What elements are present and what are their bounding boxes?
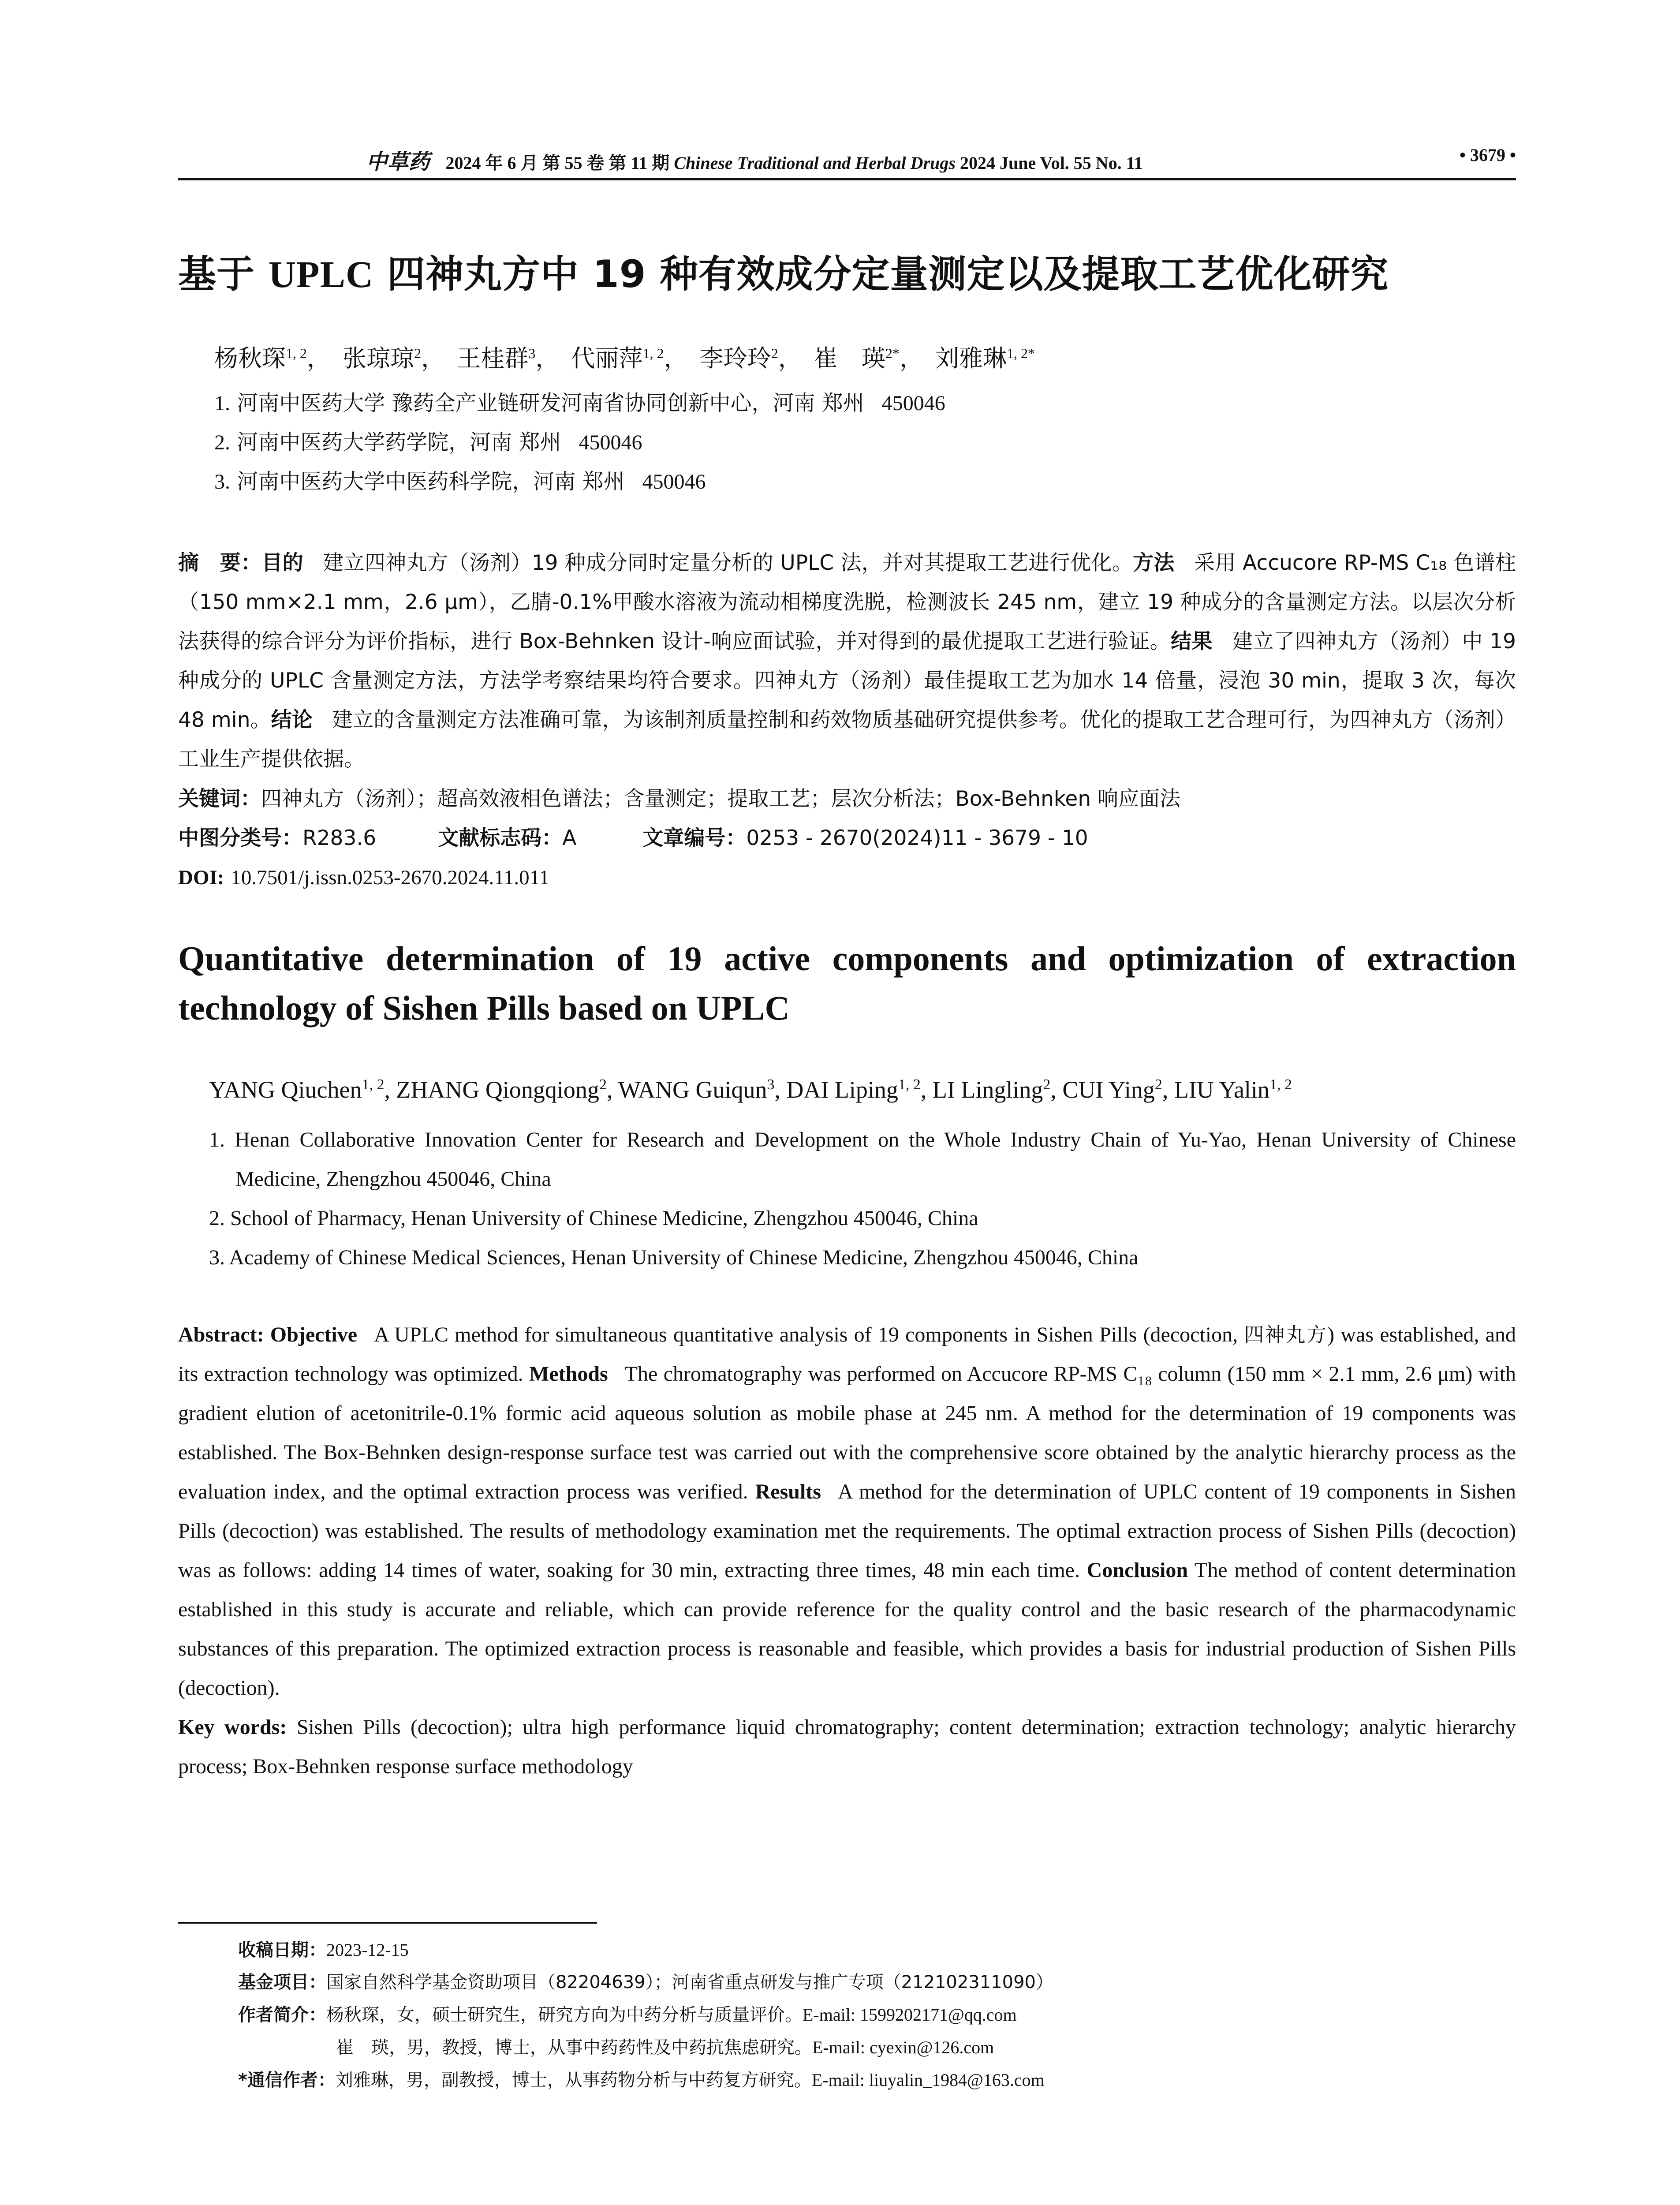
author: 崔 瑛$^{2*}$， (814, 344, 923, 372)
keywords-line: Key words: Sishen Pills (decoction); ultra high performance liquid chromatography; content determination; extraction technology; analytic hierarchy process; Box-Behnken response surface methodology (178, 1715, 1516, 1778)
abstract-label: 摘 要： (178, 551, 262, 575)
doi-link[interactable]: 10.7501/j.issn.0253-2670.2024.11.011 (231, 866, 549, 889)
conclusion-text: The method of content determination established in this study is accurate and reliable, which can provide reference for the quality control and the basic research of the pharmacodynamic substances of this preparation. The optimized extraction process is reasonable and feasible, which provides a basis for industrial production of Sishen Pills (decoction). (178, 1558, 1516, 1700)
author: 刘雅琳$^{1, 2*}$ (935, 344, 1035, 372)
objective-cjk: 四神丸方 (1244, 1323, 1328, 1346)
author: 代丽萍$^{1, 2}$， (571, 344, 688, 372)
english-affiliations (209, 1120, 1516, 1277)
title-part: 基于 (178, 252, 269, 296)
author-bio: 崔 瑛，男，教授，博士，从事中药药性及中药抗焦虑研究。E-mail: cyexin@126.com (336, 2037, 994, 2058)
objective-label: Abstract: Objective (178, 1323, 358, 1346)
results-label: Results (755, 1480, 821, 1503)
received-date: 收稿日期：2023-12-15 (238, 1940, 409, 1960)
author: WANG Guiqun$^3$, (618, 1076, 787, 1103)
results-label: 结果 (1171, 629, 1213, 654)
funding: 基金项目：国家自然科学基金资助项目（82204639）；河南省重点研发与推广专项（212102311090） (238, 1972, 1053, 1992)
issue-en: 2024 June Vol. 55 No. 11 (959, 153, 1143, 173)
page-number: • 3679 • (1459, 145, 1516, 165)
title-part-latin: UPLC (268, 253, 374, 295)
author: 王桂群$^3$， (457, 344, 560, 372)
footnotes (238, 1934, 1053, 2097)
results-text: 建立了四神丸方（汤剂）中 19 种成分的 UPLC 含量测定方法，方法学考察结果均符合要求。四神丸方（汤剂）最佳提取工艺为加水 14 倍量，浸泡 30 min，提取 3 次，每次 48 min。 (178, 629, 1516, 732)
author: 李玲玲$^2$， (699, 344, 802, 372)
methods-label: 方法 (1133, 551, 1175, 575)
chinese-meta (178, 779, 1180, 897)
header-journal-line (178, 145, 1331, 175)
affiliation: 1. 河南中医药大学 豫药全产业链研发河南省协同创新中心，河南 郑州 450046 (214, 391, 945, 415)
affiliation: 3. 河南中医药大学中医药科学院，河南 郑州 450046 (214, 469, 706, 494)
affiliation: 2. 河南中医药大学药学院，河南 郑州 450046 (214, 430, 642, 455)
author: LI Lingling$^2$, (932, 1076, 1063, 1103)
conclusion-label: Conclusion (1086, 1558, 1188, 1582)
chinese-abstract (178, 543, 1516, 779)
footnote-divider (178, 1922, 597, 1924)
affiliation: 1. Henan Collaborative Innovation Center for Research and Development on the Whole Industry Chain of Yu-Yao, Henan University of Chinese Medicine, Zhengzhou 450046, China (209, 1128, 1516, 1191)
results-text: A method for the determination of UPLC content of 19 components in Sishen Pills (decoction) was established. The results of methodology examination met the requirements. The optimal extraction process of Sishen Pills (decoction) was as follows: adding 14 times of water, soaking for 30 min, extracting three times, 48 min each time. (178, 1480, 1516, 1582)
chinese-affiliations (214, 384, 945, 501)
methods-text: The chromatography was performed on Accucore RP-MS C₁₈ column (150 mm × 2.1 mm, 2.6 μm) with gradient elution of acetonitrile-0.1% formic acid aqueous solution as mobile phase at 245 nm. A method for the determination of 19 components was established. The Box-Behnken design-response surface test was carried out with the comprehensive score obtained by the analytic hierarchy process as the evaluation index, and the optimal extraction process was verified. (178, 1362, 1516, 1503)
title-part: 四神丸方中 19 种有效成分定量测定以及提取工艺优化研究 (373, 252, 1389, 296)
keywords-line: 关键词：四神丸方（汤剂）；超高效液相色谱法；含量测定；提取工艺；层次分析法；Box-Behnken 响应面法 (178, 787, 1181, 811)
conclusion-text: 建立的含量测定方法准确可靠，为该制剂质量控制和药效物质基础研究提供参考。优化的提取工艺合理可行，为四神丸方（汤剂）工业生产提供依据。 (178, 708, 1516, 771)
author: YANG Qiuchen$^{1, 2}$, (209, 1076, 396, 1103)
journal-name-en: Chinese Traditional and Herbal Drugs (674, 153, 956, 173)
author: DAI Liping$^{1, 2}$, (786, 1076, 933, 1103)
english-title: Quantitative determination of 19 active components and optimization of extraction technology of Sishen Pills based on UPLC (178, 939, 1516, 1027)
classification-line: 中图分类号：R283.6 文献标志码：A 文章编号：0253 - 2670(2024)11 - 3679 - 10 (178, 826, 1088, 850)
objective-text: ) was established, and its extraction technology was optimized. (178, 1323, 1516, 1386)
chinese-title (178, 243, 1389, 298)
english-author-list (209, 1076, 1292, 1103)
english-abstract (178, 1315, 1516, 1786)
objective-label: 目的 (261, 551, 304, 575)
affiliation: 3. Academy of Chinese Medical Sciences, Henan University of Chinese Medicine, Zhengzhou 450046, China (209, 1246, 1139, 1269)
chinese-author-list (214, 340, 1039, 374)
author: LIU Yalin$^{1, 2}$ (1174, 1076, 1292, 1103)
methods-text: 采用 Accucore RP-MS C₁₈ 色谱柱（150 mm×2.1 mm，2.6 μm），乙腈-0.1%甲酸水溶液为流动相梯度洗脱，检测波长 245 nm，建立 19 种成分的含量测定方法。以层次分析法获得的综合评分为评价指标，进行 Box-Behnken 设计-响应面试验，并对得到的最优提取工艺进行验证。 (178, 551, 1516, 654)
methods-label: Methods (529, 1362, 608, 1386)
doi-line: DOI: 10.7501/j.issn.0253-2670.2024.11.011 (178, 866, 549, 889)
author: 杨秋琛$^{1, 2}$， (214, 344, 331, 372)
author: 张琼琼$^2$， (343, 344, 445, 372)
author: ZHANG Qiongqiong$^2$, (396, 1076, 618, 1103)
abstract-body (178, 1315, 1516, 1708)
corresponding-author: *通信作者：刘雅琳，男，副教授，博士，从事药物分析与中药复方研究。E-mail: liuyalin_1984@163.com (238, 2070, 1045, 2090)
author-bio: 作者简介：杨秋琛，女，硕士研究生，研究方向为中药分析与质量评价。E-mail: 1599202171@qq.com (238, 2005, 1017, 2025)
affiliation: 2. School of Pharmacy, Henan University of Chinese Medicine, Zhengzhou 450046, China (209, 1207, 978, 1230)
running-header (178, 140, 1516, 180)
conclusion-label: 结论 (271, 708, 313, 732)
objective-text: 建立四神丸方（汤剂）19 种成分同时定量分析的 UPLC 法，并对其提取工艺进行优化。 (323, 551, 1133, 575)
author: CUI Ying$^2$, (1062, 1076, 1174, 1103)
journal-name-cn: 中草药 (366, 149, 430, 174)
objective-text: A UPLC method for simultaneous quantitative analysis of 19 components in Sishen Pills (decoction, (374, 1323, 1244, 1346)
issue-cn: 2024 年 6 月 第 55 卷 第 11 期 (445, 153, 670, 173)
